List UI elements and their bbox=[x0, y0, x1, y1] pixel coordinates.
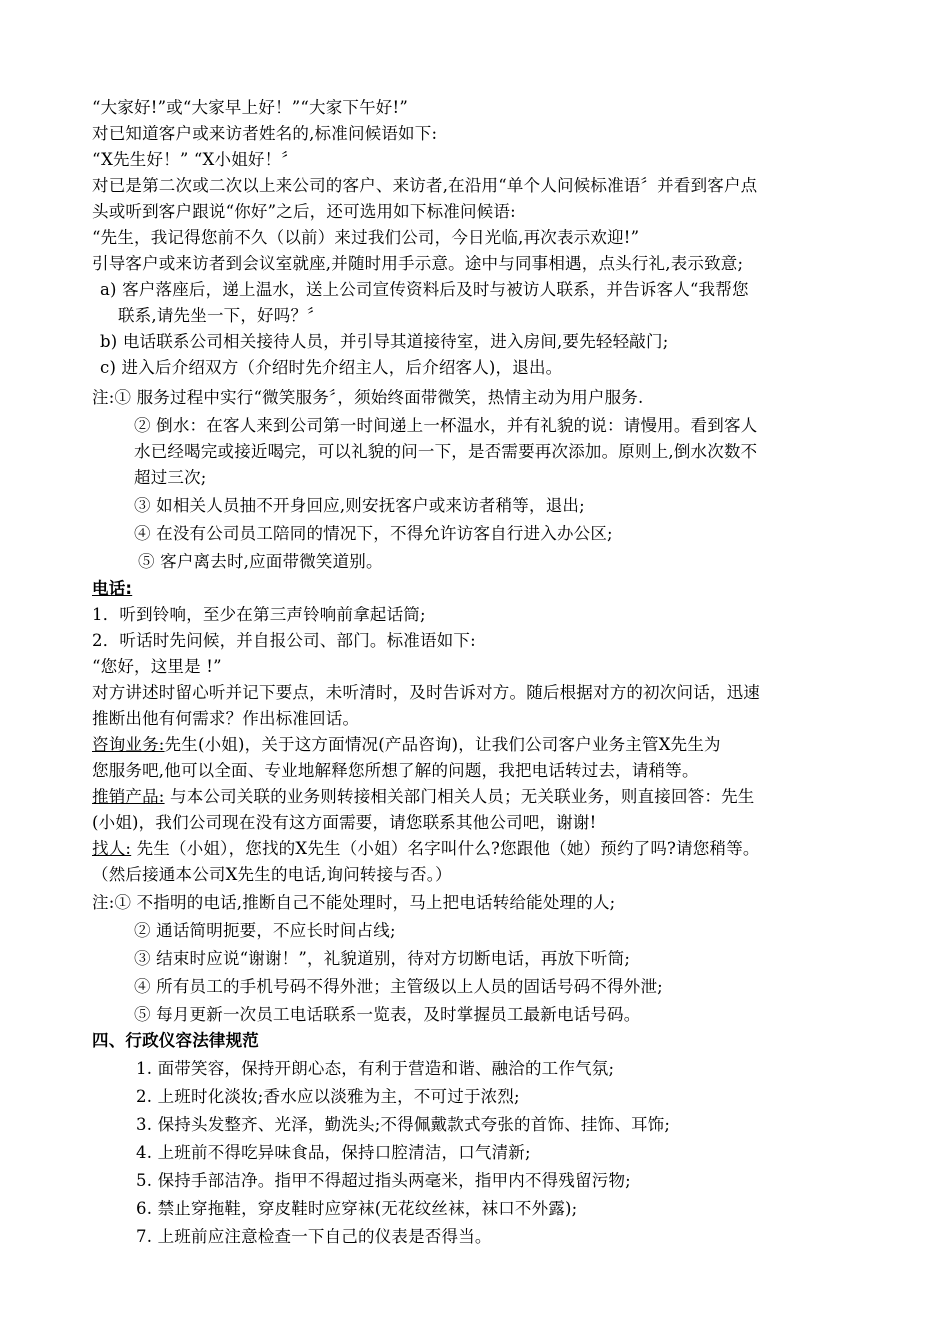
note-3: ③ 如相关人员抽不开身回应,则安抚客户或来访者稍等，退出; bbox=[134, 496, 585, 515]
note-1: 注:① 服务过程中实行“微笑服务〞，须始终面带微笑，热情主动为用户服务. bbox=[92, 388, 644, 407]
list-item: 4. 上班前不得吃异味食品，保持口腔清洁，口气清新; bbox=[136, 1143, 531, 1162]
list-item: 7. 上班前应注意检查一下自己的仪表是否得当。 bbox=[136, 1227, 492, 1246]
list-item: 1. 面带笑容，保持开朗心态，有利于营造和谐、融洽的工作气氛; bbox=[136, 1059, 615, 1078]
consult-label: 咨询业务: bbox=[92, 735, 165, 754]
phone-rule-1: 1．听到铃响，至少在第三声铃响前拿起话筒; bbox=[92, 605, 426, 624]
greeting-line-3: “X先生好！” “X小姐好！〞 bbox=[92, 150, 299, 169]
section-4-heading: 四、行政仪容法律规范 bbox=[92, 1031, 259, 1050]
note-4: ④ 在没有公司员工陪同的情况下，不得允许访客自行进入办公区; bbox=[134, 524, 613, 543]
promo-label: 推销产品: bbox=[92, 787, 165, 806]
list-item: 2. 上班时化淡妆;香水应以淡雅为主，不可过于浓烈; bbox=[136, 1087, 520, 1106]
greeting-line-7: 引导客户或来访者到会议室就座,并随时用手示意。途中与同事相遇，点头行礼,表示致意; bbox=[92, 254, 744, 273]
greeting-line-1: “大家好!”或“大家早上好！”“大家下午好!” bbox=[92, 98, 408, 117]
step-b: b) 电话联系公司相关接待人员，并引导其道接待室，进入房间,要先轻轻敲门; bbox=[100, 332, 669, 351]
note-2-line-1: ② 倒水：在客人来到公司第一时间递上一杯温水，并有礼貌的说：请慢用。看到客人 bbox=[134, 416, 758, 435]
promo-line-2: (小姐)，我们公司现在没有这方面需要，请您联系其他公司吧，谢谢! bbox=[92, 813, 597, 832]
greeting-line-5: 头或听到客户跟说“你好”之后，还可选用如下标准问候语: bbox=[92, 202, 516, 221]
phone-paragraph-line-2: 推断出他有何需求？作出标准回话。 bbox=[92, 709, 360, 728]
find-text: 先生（小姐），您找的X先生（小姐）名字叫什么?您跟他（她）预约了吗?请您稍等。 bbox=[131, 839, 760, 858]
note-5: ⑤ 客户离去时,应面带微笑道别。 bbox=[138, 552, 383, 571]
consult-line-2: 您服务吧,他可以全面、专业地解释您所想了解的问题，我把电话转过去，请稍等。 bbox=[92, 761, 699, 780]
phone-note-3: ③ 结束时应说“谢谢！”，礼貌道别，待对方切断电话，再放下听筒; bbox=[134, 949, 631, 968]
phone-note-4: ④ 所有员工的手机号码不得外泄；主管级以上人员的固话号码不得外泄; bbox=[134, 977, 663, 996]
step-a-line-1: a) 客户落座后，递上温水，送上公司宣传资料后及时与被访人联系，并告诉客人“我帮您 bbox=[100, 280, 749, 299]
list-item: 6. 禁止穿拖鞋，穿皮鞋时应穿袜(无花纹丝袜，袜口不外露); bbox=[136, 1199, 578, 1218]
greeting-line-4: 对已是第二次或二次以上来公司的客户、来访者,在沿用“单个人问候标准语〞并看到客户点 bbox=[92, 176, 758, 195]
note-2-line-3: 超过三次; bbox=[134, 468, 207, 487]
list-item: 5. 保持手部洁净。指甲不得超过指头两毫米，指甲内不得残留污物; bbox=[136, 1171, 631, 1190]
step-c: c) 进入后介绍双方（介绍时先介绍主人，后介绍客人)，退出。 bbox=[100, 358, 563, 377]
list-item: 3. 保持头发整齐、光泽，勤洗头;不得佩戴款式夸张的首饰、挂饰、耳饰; bbox=[136, 1115, 671, 1134]
step-a-line-2: 联系,请先坐一下，好吗？〞 bbox=[118, 306, 324, 325]
phone-rule-2: 2．听话时先问候，并自报公司、部门。标准语如下: bbox=[92, 631, 476, 650]
phone-standard-phrase: “您好，这里是 !” bbox=[92, 657, 222, 676]
phone-note-2: ② 通话简明扼要，不应长时间占线; bbox=[134, 921, 396, 940]
promo-line-1 bbox=[92, 785, 755, 809]
note-2-line-2: 水已经喝完或接近喝完，可以礼貌的问一下，是否需要再次添加。原则上,倒水次数不 bbox=[134, 442, 758, 461]
phone-paragraph-line-1: 对方讲述时留心听并记下要点，未听清时，及时告诉对方。随后根据对方的初次问话，迅速 bbox=[92, 683, 760, 702]
consult-line-1 bbox=[92, 733, 721, 757]
phone-note-1: 注:① 不指明的电话,推断自己不能处理时，马上把电话转给能处理的人; bbox=[92, 893, 616, 912]
find-label: 找人: bbox=[92, 839, 132, 858]
find-line-1 bbox=[92, 837, 760, 861]
find-line-2: （然后接通本公司X先生的电话,询问转接与否。） bbox=[92, 865, 452, 884]
greeting-line-2: 对已知道客户或来访者姓名的,标准问候语如下: bbox=[92, 124, 438, 143]
greeting-line-6: “先生，我记得您前不久（以前）来过我们公司，今日光临,再次表示欢迎!” bbox=[92, 228, 640, 247]
phone-note-5: ⑤ 每月更新一次员工电话联系一览表，及时掌握员工最新电话号码。 bbox=[134, 1005, 641, 1024]
promo-text: 与本公司关联的业务则转接相关部门相关人员；无关联业务，则直接回答：先生 bbox=[164, 787, 755, 806]
consult-text: 先生(小姐)，关于这方面情况(产品咨询)，让我们公司客户业务主管X先生为 bbox=[164, 735, 721, 754]
phone-heading: 电话: bbox=[92, 579, 133, 598]
